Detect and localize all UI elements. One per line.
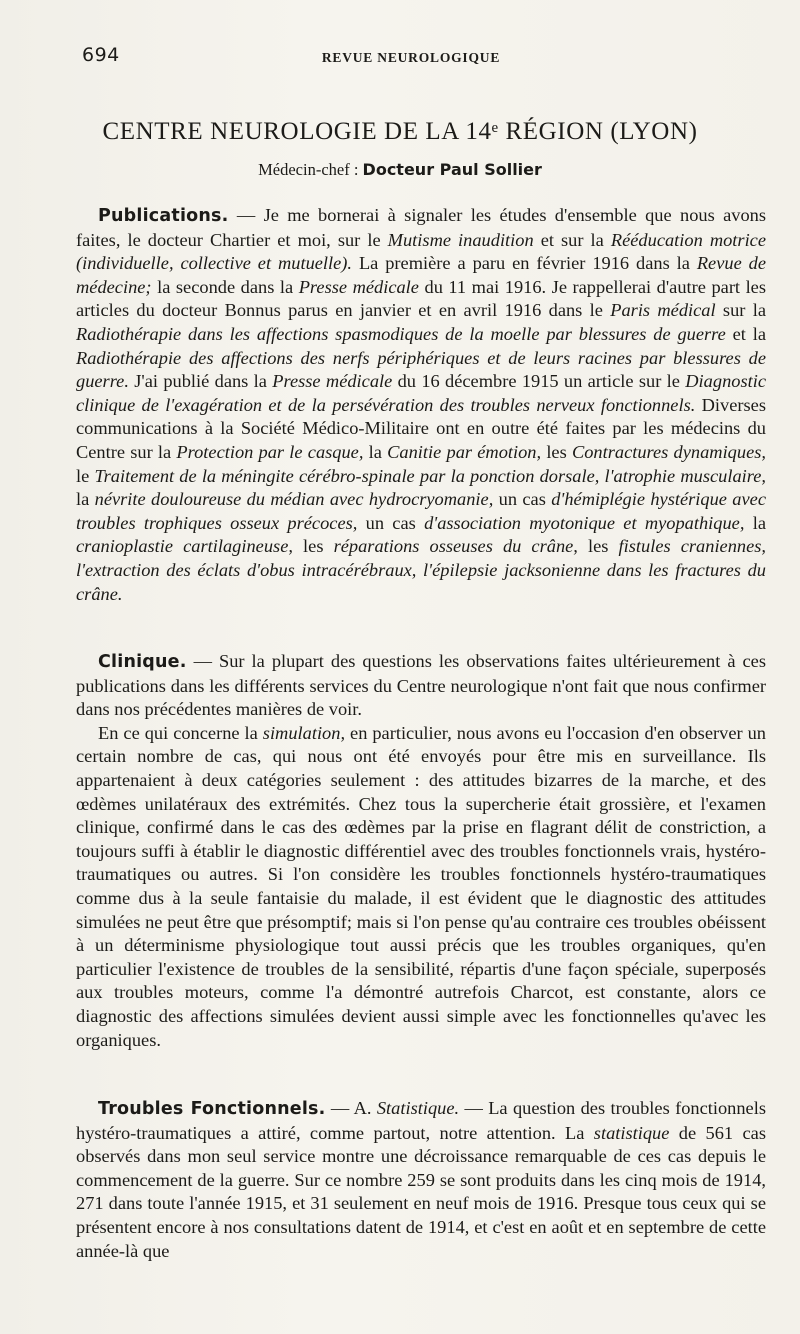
page-number: 694 [82, 44, 120, 66]
text-run: La première a paru en février 1916 dans la [352, 253, 697, 274]
text-run: la seconde dans la [151, 276, 299, 297]
italic-title: d'association myotonique et myopathique, [424, 512, 745, 533]
text-run: de 561 cas observés dans mon seul service montre une décroissance remarquable de ces cas depuis le commencement de la guerre. Sur ce nombre 259 se sont produits dans les cinq mois de 1914, 271 dans toute l'année 1915, et 31 seulement en neuf mois de 1916. Presque tous ceux qui se présentent encore à nos consultations datent de 1914, et c'est en août et en septembre de cette année-là que [76, 1122, 766, 1261]
text-run: En ce qui concerne la [98, 722, 263, 743]
section-heading: Troubles Fonctionnels. [98, 1099, 326, 1119]
italic-title: Canitie par émotion, [387, 441, 542, 462]
text-run: J'ai publié dans la [128, 371, 273, 392]
italic-title: fistules craniennes, l'extraction des éclats d'obus intracérébraux, l'épilepsie jacksonienne dans les fractures du crâne. [76, 536, 767, 604]
clinique-paragraph-1 [76, 650, 766, 722]
italic-title: Contractures dynamiques, [571, 441, 766, 462]
italic-term: Statistique. [376, 1098, 460, 1118]
text-run: le [76, 465, 95, 486]
italic-title: Protection par le casque, [176, 441, 364, 462]
text-run: et la [725, 323, 766, 344]
chief-name: Docteur Paul Sollier [362, 160, 542, 179]
italic-title: Radiothérapie dans les affections spasmodiques de la moelle par blessures de guerre [76, 323, 726, 344]
clinique-paragraph-2 [76, 722, 766, 1052]
italic-title: Presse médicale [272, 371, 393, 392]
italic-title: d'hémiplégie hystérique avec troubles trophiques osseux précoces, [76, 489, 766, 533]
text-run: — A. [325, 1098, 377, 1118]
text-run: un cas [493, 489, 552, 510]
text-run: la [744, 512, 766, 533]
section-publications [76, 204, 766, 606]
text-run: les [541, 441, 572, 462]
subtitle [60, 160, 740, 180]
text-run: du 11 mai 1916. Je rappellerai d'autre part les articles du docteur Bonnus parus en janvier et en avril 1916 dans le [76, 276, 767, 321]
text-run: en particulier, nous avons eu l'occasion d'en observer un certain nombre de cas, qui nous ont été envoyés pour être mis en surveillance. Ils appartenaient à deux catégories seulement : des attitudes bizarres de la marche, et des œdèmes unilatéraux des extrémités. Chez tous la supercherie était grossière, et l'examen clinique, confirmé dans le cas des œdèmes par la prise en flagrant délit de constriction, a toujours suffi à établir le diagnostic différentiel avec des troubles fonctionnels vrais, hystéro-traumatiques ou autres. Si l'on considère les troubles fonctionnels hystéro-traumatiques comme dus à la seule fantaisie du malade, il est évident que le diagnostic des attitudes simulées ne peut être que présomptif; mais si l'on pense qu'au contraire ces troubles obéissent à un déterminisme physiologique tout aussi précis que les troubles organiques, qu'en particulier l'existence de troubles de la sensibilité, répartis d'une façon spéciale, superposés aux troubles moteurs, comme l'a démontré autrefois Charcot, est constante, alors ce diagnostic des affections simulées devient aussi simple avec les fonctionnelles qu'avec les organiques. [76, 722, 766, 1050]
text-run: les [292, 536, 334, 557]
italic-title: Revue de médecine; [76, 253, 766, 297]
page-header [82, 44, 740, 72]
section-troubles-fonctionnels [76, 1097, 766, 1263]
text-run: un cas [357, 512, 425, 533]
italic-title: Mutisme inaudition [387, 229, 534, 250]
italic-title: névrite douloureuse du médian avec hydrocryomanie, [94, 489, 494, 510]
section-clinique [76, 650, 766, 1052]
italic-term: simulation, [262, 722, 346, 743]
italic-title: Diagnostic clinique de l'exagération et de la persévération des troubles nerveux fonctionnels. [76, 371, 766, 415]
italic-title: Traitement de la méningite cérébro-spinale par la ponction dorsale, l'atrophie musculaire, [94, 465, 766, 486]
text-run: — La question des troubles fonctionnels hystéro-traumatiques a attiré, comme partout, notre attention. La [76, 1098, 766, 1143]
italic-title: Presse médicale [298, 276, 419, 297]
section-heading: Publications. [98, 206, 229, 226]
text-run: du 16 décembre 1915 un article sur le [392, 371, 686, 392]
article-title: CENTRE NEUROLOGIE DE LA 14ᵉ RÉGION (LYON) [102, 118, 698, 145]
italic-title: Paris médical [610, 300, 716, 321]
italic-title: Rééducation motrice (individuelle, collective et mutuelle). [76, 229, 767, 274]
text-run: sur la [715, 300, 766, 321]
italic-title: cranioplastie cartilagineuse, [76, 536, 293, 557]
italic-title: Radiothérapie des affections des nerfs périphériques et de leurs racines par blessures de guerre. [76, 347, 766, 392]
publications-paragraph [76, 204, 766, 606]
italic-term: statistique [593, 1122, 670, 1143]
troubles-paragraph [76, 1097, 766, 1263]
running-head: REVUE NEUROLOGIQUE [321, 50, 501, 65]
text-run: les [577, 536, 619, 557]
text-run: — Je me bornerai à signaler les études d'ensemble que nous avons faites, le docteur Chartier et moi, sur le [76, 205, 766, 250]
italic-title: réparations osseuses du crâne, [333, 536, 578, 557]
section-heading: Clinique. [98, 652, 187, 672]
subtitle-prefix: Médecin-chef : [258, 160, 363, 179]
text-run: la [363, 441, 388, 462]
text-run: — Sur la plupart des questions les observations faites ultérieurement à ces publications dans les différents services du Centre neurologique n'ont fait que nous confirmer dans nos précédentes manières de voir. [76, 651, 766, 720]
text-run: Diverses communications à la Société Médico-Militaire ont en outre été faites par les médecins du Centre sur la [76, 394, 766, 462]
text-run: la [76, 489, 95, 510]
text-run: et sur la [533, 229, 611, 250]
